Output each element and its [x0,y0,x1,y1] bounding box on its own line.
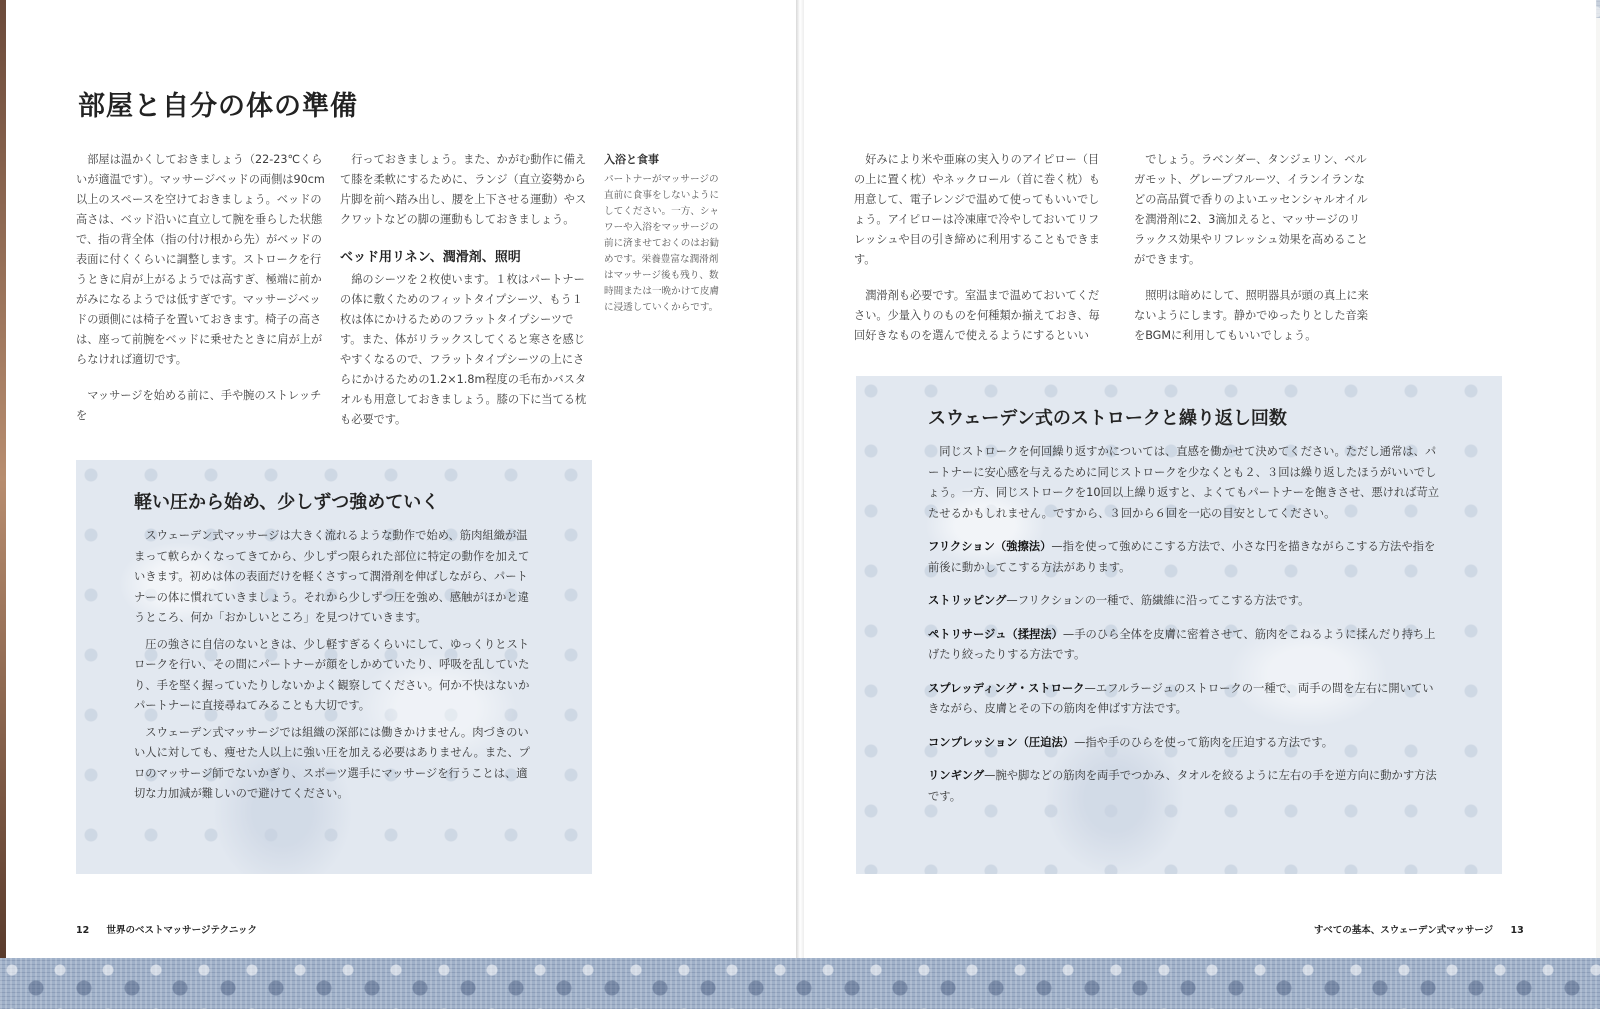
definition-text: —エフルラージュのストロークの一種で、両手の間を左右に開いていきながら、皮膚とその下の筋肉を伸ばす方法です。 [928,681,1434,715]
paragraph: でしょう。ラベンダー、タンジェリン、ベルガモット、グレープフルーツ、イランイランなどの高品質で香りのよいエッセンシャルオイルを潤滑剤に2、3滴加えると、マッサージのリラックス効果やリフレッシュ効果を高めることができます。 [1134,153,1368,266]
right-column-2 [1134,150,1370,346]
page-footer-right [1314,922,1524,936]
definition-item [928,679,1442,720]
paragraph: マッサージを始める前に、手や腕のストレッチを [76,389,322,422]
sidebar-heading: 入浴と食事 [604,153,659,166]
paragraph: 好みにより米や亜麻の実入りのアイピロー（目の上に置く枕）やネックロール（首に巻く枕）も用意して、電子レンジで温めて使ってもいいでしょう。アイピローは冷凍庫で冷やしておいてリフレッシュや目の引き締めに利用することもできます。 [854,153,1100,266]
definition-text: —指や手のひらを使って筋肉を圧迫する方法です。 [1074,735,1334,749]
panel-title: スウェーデン式のストロークと繰り返し回数 [928,408,1287,429]
running-title: 世界のベストマッサージテクニック [106,925,258,936]
page-number: 12 [76,925,90,936]
page-number: 13 [1510,925,1524,936]
bottom-decorative-band [0,958,1600,1009]
left-column-2 [340,150,592,430]
paragraph: スウェーデン式マッサージは大きく流れるような動作で始め、筋肉組織が温まって軟らかくなってきてから、少しずつ限られた部位に特定の動作を加えていきます。初めは体の表面だけを軽くさすって潤滑剤を伸ばしながら、パートナーの体に慣れていきましょう。それから少しずつ圧を強め、感触がほかと違うところ、何か「おかしいところ」を見つけていきます。 [134,529,530,624]
definition-item [928,537,1442,578]
definition-term: ストリッピング [928,594,1007,607]
definition-text: —腕や脚などの筋肉を両手でつかみ、タオルを絞るように左右の手を逆方向に動かす方法です。 [928,769,1437,803]
definition-item [928,625,1442,666]
page-footer-left [76,922,257,936]
definition-item [928,591,1442,612]
definition-term: リンギング [928,769,985,782]
definition-text: —フリクションの一種で、筋繊維に沿ってこする方法です。 [1006,594,1310,607]
right-column-1 [854,150,1106,346]
panel-body [134,526,534,805]
paragraph: 同じストロークを何回繰り返すかについては、直感を働かせて決めてください。ただし通常は、パートナーに安心感を与えるために同じストロークを少なくとも２、３回は繰り返したほうがいいでしょう。一方、同じストロークを10回以上繰り返すと、よくてもパートナーを飽きさせ、悪ければ苛立たせるかもしれません。ですから、３回から６回を一応の目安としてください。 [928,445,1440,520]
paragraph: 綿のシーツを２枚使います。１枚はパートナーの体に敷くためのフィットタイプシーツ、もう１枚は体にかけるためのフラットタイプシーツです。また、体がリラックスしてくると寒さを感じやすくなるので、フラットタイプシーツの上にさらにかけるための1.2×1.8m程度の毛布かバスタオルも用意しておきましょう。膝の下に当てる枕も必要です。 [340,273,587,426]
paragraph: 行っておきましょう。また、かがむ動作に備えて膝を柔軟にするために、ランジ（直立姿勢から片脚を前へ踏み出し、腰を上下させる運動）やスクワットなどの脚の運動もしておきましょう。 [340,153,587,226]
definition-text: —手のひら全体を皮膚に密着させて、筋肉をこねるように揉んだり持ち上げたり絞ったりする方法です。 [928,627,1436,661]
definition-term: フリクション（強擦法） [928,540,1052,553]
panel-body [928,442,1442,807]
paragraph: 圧の強さに自信のないときは、少し軽すぎるくらいにして、ゆっくりとストロークを行い、その間にパートナーが顔をしかめていたり、呼吸を乱していたり、手を堅く握っていたりしないかよく観察してください。何か不快はないかパートナーに直接尋ねてみることも大切です。 [134,637,530,712]
paragraph: 部屋は温かくしておきましょう（22-23℃くらいが適温です）。マッサージベッドの両側は90cm以上のスペースを空けておきましょう。ベッドの高さは、ベッド沿いに直立して腕を垂らした状態で、指の背全体（指の付け根から先）がベッドの表面に付くくらいに調整します。ストロークを行うときに肩が上がるようでは高すぎ、極端に前かがみになるようでは低すぎです。マッサージベッドの頭側には椅子を置いておきます。椅子の高さは、座って前腕をベッドに乗せたときに肩が上がらなければ適切です。 [76,153,325,366]
definition-text: —指を使って強めにこする方法で、小さな円を描きながらこする方法や指を前後に動かしてこする方法があります。 [928,540,1436,574]
definition-item [928,766,1442,807]
running-title: すべての基本、スウェーデン式マッサージ [1314,925,1494,936]
panel-title: 軽い圧から始め、少しずつ強めていく [134,492,440,513]
paragraph: スウェーデン式マッサージでは組織の深部には働きかけません。肉づきのいい人に対しても、痩せた人以上に強い圧を加える必要はありません。また、プロのマッサージ師でないかぎり、スポーツ選手にマッサージを行うことは、適切な力加減が難しいので避けてください。 [134,725,531,800]
paragraph: 潤滑剤も必要です。室温まで温めておいてください。少量入りのものを何種類か揃えておき、毎回好きなものを選んで使えるようにするといい [854,289,1100,342]
info-panel-left [76,460,592,874]
definition-item [928,733,1442,754]
left-page [6,0,798,958]
paragraph: 照明は暗めにして、照明器具が頭の真上に来ないようにします。静かでゆったりとした音楽をBGMに利用してもいいでしょう。 [1134,289,1369,342]
definition-term: ペトリサージュ（揉捏法） [928,627,1063,641]
sidebar-note [604,152,722,316]
definition-term: コンプレッション（圧迫法） [928,735,1075,749]
info-panel-right [856,376,1502,874]
page-title: 部屋と自分の体の準備 [78,91,358,122]
left-column-1 [76,150,326,426]
sidebar-text: パートナーがマッサージの直前に食事をしないようにしてください。一方、シャワーや入浴をマッサージの前に済ませておくのはお勧めです。栄養豊富な潤滑剤はマッサージ後も残り、数時間または一晩かけて皮膚に浸透していくからです。 [604,174,720,313]
right-page [804,0,1596,958]
definition-term: スプレッディング・ストローク [928,681,1085,695]
section-heading: ベッド用リネン、潤滑剤、照明 [340,250,521,265]
